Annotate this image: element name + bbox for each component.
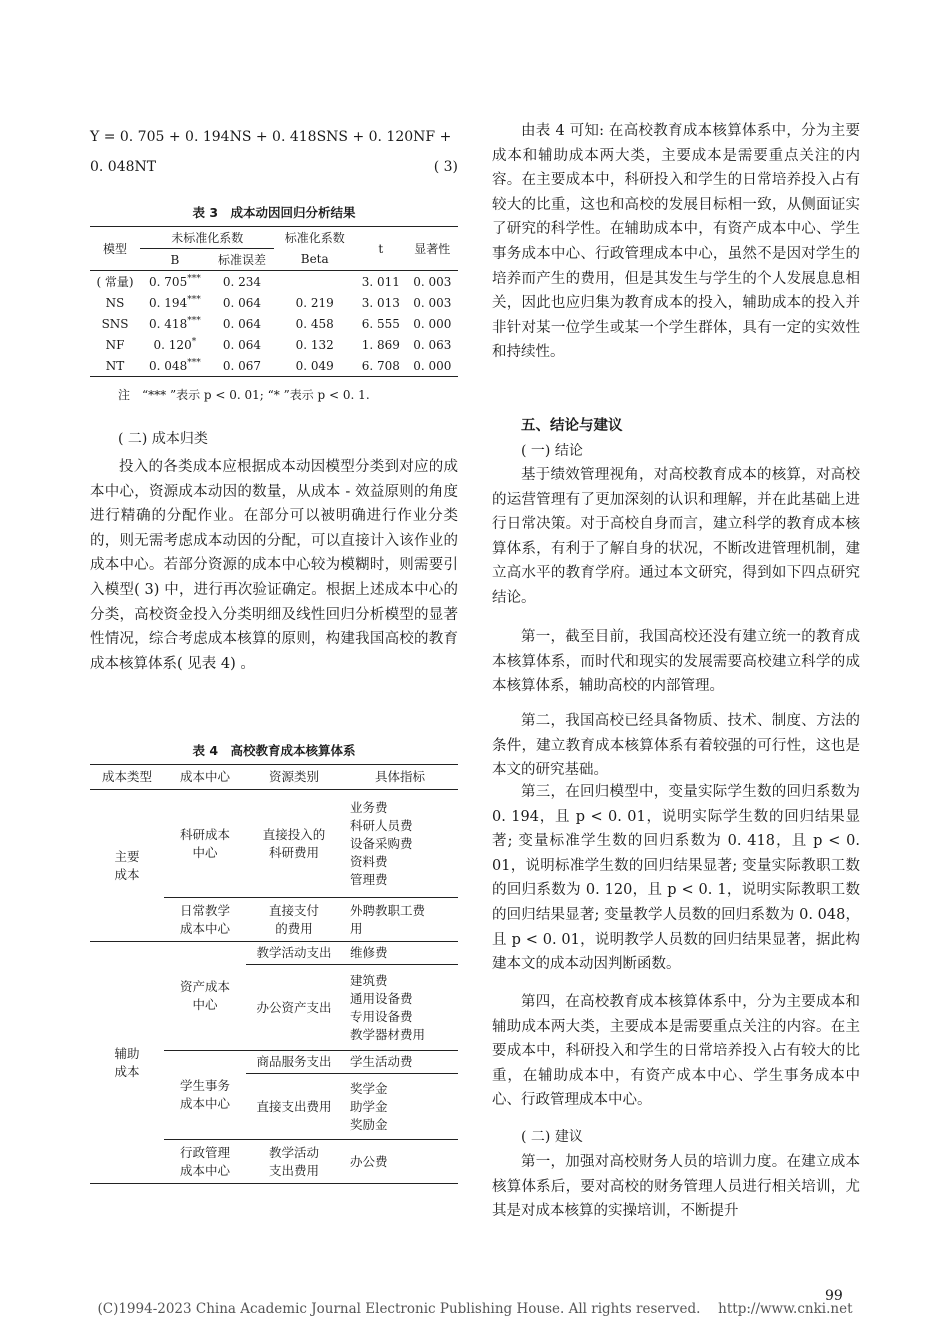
b-value: 0. 418 (149, 317, 188, 331)
model-cell: NT (90, 355, 140, 377)
research-resource: 直接投入的科研费用 (246, 790, 342, 898)
research-center: 科研成本中心 (164, 790, 246, 898)
header-t: t (355, 227, 406, 271)
admin-items: 办公费 (342, 1140, 458, 1184)
significance-stars: * (191, 337, 197, 347)
sig-cell: 0. 003 (413, 295, 452, 310)
beta-cell: 0. 049 (274, 355, 355, 377)
sig-cell: 0. 063 (413, 337, 452, 352)
t-cell: 3. 013 (361, 295, 400, 310)
beta-cell: 0. 132 (295, 337, 334, 352)
section-cost-title: ( 二) 成本归类 (118, 431, 208, 447)
header-cost-center: 成本中心 (164, 765, 246, 790)
table-row (90, 334, 458, 355)
b-value: 0. 194 (149, 296, 188, 310)
header-significance: 显著性 (407, 227, 458, 271)
copyright-footer: (C)1994-2023 China Academic Journal Electronic Publishing House. All rights reserved. http://www.cnki.net (97, 1301, 853, 1317)
b-cell (140, 355, 210, 377)
t-cell: 6. 555 (361, 316, 400, 331)
aux-cost-type: 辅助成本 (90, 942, 164, 1184)
sig-cell: 0. 000 (413, 316, 452, 331)
b-value: 0. 705 (149, 275, 188, 289)
student-resource-2: 直接支出费用 (246, 1074, 342, 1140)
header-model: 模型 (90, 227, 140, 271)
student-resource-1: 商品服务支出 (246, 1051, 342, 1074)
asset-center: 资产成本中心 (164, 942, 246, 1051)
se-cell: 0. 234 (222, 274, 262, 289)
model-cell: NF (105, 337, 125, 352)
model-cell: SNS (101, 316, 129, 331)
se-cell: 0. 064 (222, 337, 262, 352)
admin-resource: 教学活动支出费用 (246, 1140, 342, 1184)
sig-cell: 0. 003 (413, 274, 452, 289)
regression-table (90, 226, 458, 377)
table-row (90, 313, 458, 334)
se-cell: 0. 067 (210, 355, 275, 377)
table-row (90, 271, 458, 293)
page-number: 99 (825, 1288, 843, 1304)
asset-resource-1: 教学活动支出 (246, 942, 342, 965)
b-cell (140, 271, 210, 293)
b-cell (140, 334, 210, 355)
student-items-2: 奖学金 助学金 奖励金 (342, 1074, 458, 1140)
right-paragraph-2: 基于绩效管理视角，对高校教育成本的核算，对高校的运营管理有了更加深刻的认识和理解，并在此基础上进行日常决策。对于高校自身而言，建立科学的教育成本核算体系，有利于了解自身的状况，不断改进管理机制，建立高水平的教育学府。通过本文研究，得到如下四点研究结论。 (492, 467, 860, 606)
formula-line-2: 0. 048NT (90, 159, 157, 175)
main-cost-type: 主要成本 (90, 790, 164, 942)
section-cost-paragraph: 投入的各类成本应根据成本动因模型分类到对应的成本中心，资源成本动因的数量，从成本 - 效益原则的角度进行精确的分配作业。在部分可以被明确进行作业分类的，则无需考虑成本动因的分配，可以直接计入该作业的成本中心。若部分资源的成本中心较为模糊时，则需要引入模型( 3) 中，进行再次验证确定。根据上述成本中心的分类，高校资金投入分类明细及线性回归分析模型的显著性情况，综合考虑成本核算的原则，构建我国高校的教育成本核算体系( 见表 4) 。 (90, 459, 458, 672)
model-cell: ( 常量) (96, 275, 134, 289)
se-cell: 0. 064 (222, 295, 262, 310)
table3-note: 注 “*** ”表示 p < 0. 01; “* ”表示 p < 0. 1. (118, 388, 370, 402)
right-paragraph-5: 第三，在回归模型中，变量实际学生数的回归系数为 0. 194，且 p < 0. 01，说明实际学生数的回归结果显著; 变量标准学生数的回归系数为 0. 418，且 p < 0. 01，说明标准学生数的回归结果显著; 变量实际教职工数的回归系数为 0. 120，且 p < 0. 1，说明实际教职工数的回归结果显著; 变量教学人员数的回归系数为 0. 048，且 p < 0. 01，说明教学人员数的回归结果显著，据此构建本文的成本动因判断函数。 (492, 784, 860, 973)
b-cell (140, 313, 210, 334)
significance-stars: *** (187, 358, 201, 368)
admin-center: 行政管理成本中心 (164, 1140, 246, 1184)
header-cost-type: 成本类型 (90, 765, 164, 790)
cost-accounting-table (90, 764, 458, 1184)
asset-resource-2: 办公资产支出 (246, 965, 342, 1051)
header-b: B (140, 249, 210, 271)
header-beta: Beta (274, 249, 355, 271)
formula-line-1: Y = 0. 705 + 0. 194NS + 0. 418SNS + 0. 120NF + (90, 129, 452, 145)
asset-items-2: 建筑费 通用设备费 专用设备费 教学器材费用 (342, 965, 458, 1051)
asset-items-1: 维修费 (342, 942, 458, 965)
teaching-center: 日常教学成本中心 (164, 898, 246, 942)
table-row (90, 355, 458, 377)
se-cell: 0. 064 (222, 316, 262, 331)
section-5-heading: 五、结论与建议 (521, 418, 623, 434)
significance-stars: *** (187, 274, 201, 284)
sig-cell: 0. 000 (407, 355, 458, 377)
beta-cell (274, 271, 355, 293)
header-se: 标准误差 (210, 249, 275, 271)
t-cell: 3. 011 (361, 274, 400, 289)
b-value: 0. 120 (153, 338, 192, 352)
model-cell: NS (105, 295, 125, 310)
table4-caption: 表 4 高校教育成本核算体系 (192, 743, 356, 758)
right-paragraph-7: 第一，加强对高校财务人员的培训力度。在建立成本核算体系后，要对高校的财务管理人员进行相关培训，尤其是对成本核算的实操培训，不断提升 (492, 1154, 860, 1220)
header-resource: 资源类别 (246, 765, 342, 790)
student-items-1: 学生活动费 (342, 1051, 458, 1074)
significance-stars: *** (187, 316, 201, 326)
formula-number: ( 3) (433, 159, 458, 175)
right-paragraph-4: 第二，我国高校已经具备物质、技术、制度、方法的条件，建立教育成本核算体系有着较强的可行性，这也是本文的研究基础。 (492, 713, 860, 779)
t-cell: 6. 708 (355, 355, 406, 377)
beta-cell: 0. 219 (295, 295, 334, 310)
teaching-items: 外聘教职工费用 (342, 898, 458, 942)
header-standardized: 标准化系数 (274, 227, 355, 249)
table-row (90, 292, 458, 313)
teaching-resource: 直接支付的费用 (246, 898, 342, 942)
b-cell (140, 292, 210, 313)
beta-cell: 0. 458 (295, 316, 334, 331)
subsection-conclusion: ( 一) 结论 (521, 443, 583, 459)
significance-stars: *** (187, 295, 201, 305)
research-items: 业务费 科研人员费 设备采购费 资料费 管理费 (342, 790, 458, 898)
header-indicator: 具体指标 (342, 765, 458, 790)
student-center: 学生事务成本中心 (164, 1051, 246, 1140)
t-cell: 1. 869 (361, 337, 400, 352)
table3-caption: 表 3 成本动因回归分析结果 (192, 205, 356, 220)
header-unstandardized: 未标准化系数 (140, 227, 274, 249)
subsection-suggestions: ( 二) 建议 (521, 1129, 583, 1145)
right-paragraph-6: 第四，在高校教育成本核算体系中，分为主要成本和辅助成本两大类，主要成本是需要重点关注的内容。在主要成本中，科研投入和学生的日常培养投入占有较大的比重，在辅助成本中，有资产成本中心、学生事务成本中心、行政管理成本中心。 (492, 994, 860, 1109)
b-value: 0. 048 (149, 359, 188, 373)
right-paragraph-3: 第一，截至目前，我国高校还没有建立统一的教育成本核算体系，而时代和现实的发展需要高校建立科学的成本核算体系，辅助高校的内部管理。 (492, 629, 860, 695)
regression-formula (90, 122, 458, 182)
right-paragraph-1: 由表 4 可知: 在高校教育成本核算体系中，分为主要成本和辅助成本两大类，主要成本是需要重点关注的内容。在主要成本中，科研投入和学生的日常培养投入占有较大的比重，这也和高校的发展目标相一致，从侧面证实了研究的科学性。在辅助成本中，有资产成本中心、学生事务成本中心、行政管理成本中心，虽然不是因对学生的培养而产生的费用，但是其发生与学生的个人发展息息相关，因此也应归集为教育成本的投入，辅助成本的投入并非针对某一位学生或某一个学生群体，具有一定的实效性和持续性。 (492, 123, 860, 361)
